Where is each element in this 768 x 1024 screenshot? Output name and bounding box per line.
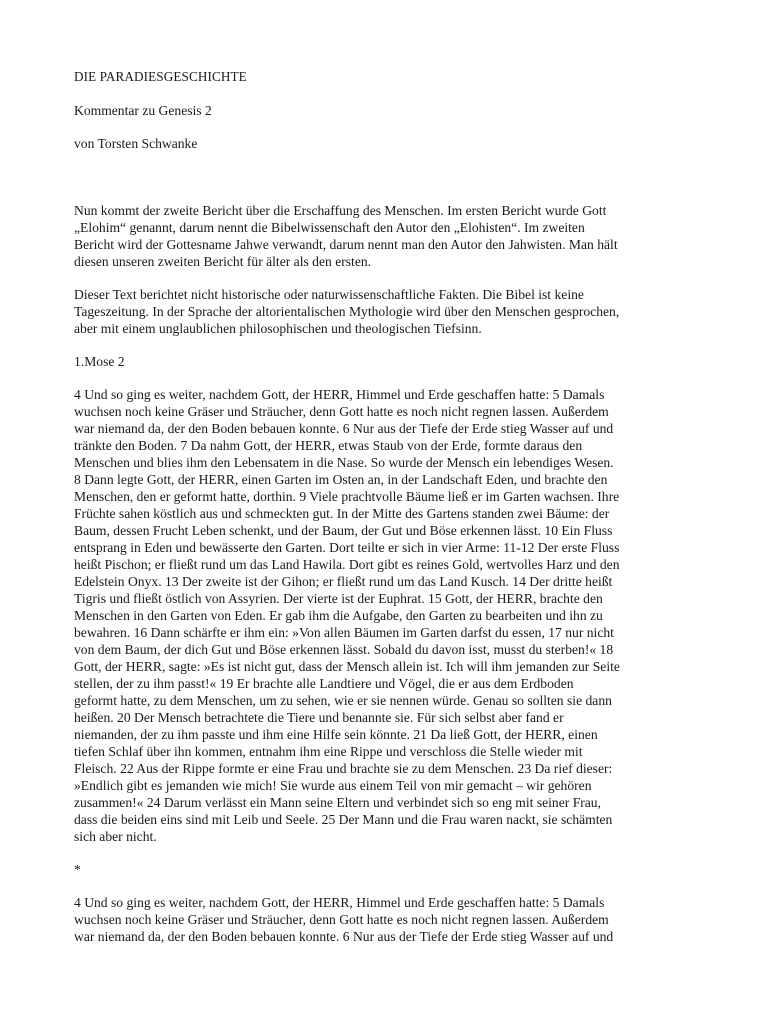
text-line: Tageszeitung. In der Sprache der altorientalischen Mythologie wird über den Menschen gesprochen, xyxy=(74,304,620,319)
document-title: DIE PARADIESGESCHICHTE xyxy=(74,69,247,84)
text-line: stellen, der zu ihm passt!« 19 Er brachte alle Landtiere und Vögel, die er aus dem Erdboden xyxy=(74,676,574,691)
text-line: 4 Und so ging es weiter, nachdem Gott, der HERR, Himmel und Erde geschaffen hatte: 5 Damals xyxy=(74,895,605,910)
text-line: 8 Dann legte Gott, der HERR, einen Garten im Osten an, in der Landschaft Eden, und brachte den xyxy=(74,472,608,487)
text-line: Fleisch. 22 Aus der Rippe formte er eine Frau und brachte sie zu dem Menschen. 23 Da rief dieser: xyxy=(74,761,613,776)
text-line: entsprang in Eden und bewässerte den Garten. Dort teilte er sich in vier Arme: 11-12 Der erste Fluss xyxy=(74,540,620,555)
text-line: war niemand da, der den Boden bebauen konnte. 6 Nur aus der Tiefe der Erde stieg Wasser auf und xyxy=(74,929,614,944)
text-line: diesen unseren zweiten Bericht für älter als den ersten. xyxy=(74,254,372,269)
document-page xyxy=(74,68,696,945)
document-subtitle: Kommentar zu Genesis 2 xyxy=(74,103,212,118)
text-line: heißt Pischon; er fließt rund um das Land Hawila. Dort gibt es reines Gold, wertvolles Harz und den xyxy=(74,557,620,572)
section-separator: * xyxy=(74,862,81,877)
text-line: Edelstein Onyx. 13 Der zweite ist der Gihon; er fließt rund um das Land Kusch. 14 Der dritte heißt xyxy=(74,574,613,589)
text-line: Dieser Text berichtet nicht historische oder naturwissenschaftliche Fakten. Die Bibel ist keine xyxy=(74,287,584,302)
text-line: Nun kommt der zweite Bericht über die Erschaffung des Menschen. Im ersten Bericht wurde Gott xyxy=(74,203,607,218)
bible-reference: 1.Mose 2 xyxy=(74,354,125,369)
text-line: tiefen Schlaf über ihn kommen, entnahm ihm eine Rippe und verschloss die Stelle wieder mit xyxy=(74,744,583,759)
bible-text-paragraph xyxy=(74,386,696,845)
text-line: Menschen und blies ihm den Lebensatem in die Nase. So wurde der Mensch ein lebendiges Wesen. xyxy=(74,455,614,470)
text-line: von dem Baum, der dich Gut und Böse erkennen lässt. Sobald du davon isst, musst du sterben!« 18 xyxy=(74,642,614,657)
text-line: »Endlich gibt es jemanden wie mich! Sie wurde aus einem Teil von mir gemacht – wir gehören xyxy=(74,778,592,793)
text-line: wuchsen noch keine Gräser und Sträucher, denn Gott hatte es noch nicht regnen lassen. Außerdem xyxy=(74,912,609,927)
bible-text-paragraph-repeat xyxy=(74,894,696,945)
text-line: heißen. 20 Der Mensch betrachtete die Tiere und benannte sie. Für sich selbst aber fand er xyxy=(74,710,564,725)
text-line: aber mit einem unglaublichen philosophischen und theologischen Tiefsinn. xyxy=(74,321,482,336)
text-line: Bericht wird der Gottesname Jahwe verwandt, darum nennt man den Autor den Jahwisten. Man hält xyxy=(74,237,618,252)
text-line: 4 Und so ging es weiter, nachdem Gott, der HERR, Himmel und Erde geschaffen hatte: 5 Damals xyxy=(74,387,605,402)
text-line: niemanden, der zu ihm passte und ihm eine Hilfe sein könnte. 21 Da ließ Gott, der HERR, einen xyxy=(74,727,598,742)
text-line: wuchsen noch keine Gräser und Sträucher, denn Gott hatte es noch nicht regnen lassen. Außerdem xyxy=(74,404,609,419)
text-line: bewahren. 16 Dann schärfte er ihm ein: »Von allen Bäumen im Garten darfst du essen, 17 nur nicht xyxy=(74,625,614,640)
text-line: Menschen in den Garten von Eden. Er gab ihm die Aufgabe, den Garten zu bearbeiten und ihn zu xyxy=(74,608,603,623)
text-line: Früchte sahen köstlich aus und schmeckten gut. In der Mitte des Gartens standen zwei Bäume: der xyxy=(74,506,610,521)
text-line: Baum, dessen Frucht Leben schenkt, und der Baum, der Gut und Böse erkennen lässt. 10 Ein Fluss xyxy=(74,523,613,538)
text-line: zusammen!« 24 Darum verlässt ein Mann seine Eltern und verbindet sich so eng mit seiner Frau, xyxy=(74,795,602,810)
text-line: geformt hatte, zu dem Menschen, um zu sehen, wie er sie nennen würde. Genau so sollten sie dann xyxy=(74,693,612,708)
text-line: sich aber nicht. xyxy=(74,829,157,844)
text-line: Menschen, den er geformt hatte, dorthin. 9 Viele prachtvolle Bäume ließ er im Garten wachsen. Ihre xyxy=(74,489,620,504)
text-line: Gott, der HERR, sagte: »Es ist nicht gut, dass der Mensch allein ist. Ich will ihm jemanden zur Seite xyxy=(74,659,620,674)
text-line: tränkte den Boden. 7 Da nahm Gott, der HERR, etwas Staub von der Erde, formte daraus den xyxy=(74,438,583,453)
text-line: dass die beiden eins sind mit Leib und Seele. 25 Der Mann und die Frau waren nackt, sie schämten xyxy=(74,812,613,827)
text-line: „Elohim“ genannt, darum nennt die Bibelwissenschaft den Autor den „Elohisten“. Im zweiten xyxy=(74,220,585,235)
intro-paragraph-1 xyxy=(74,202,696,270)
document-author: von Torsten Schwanke xyxy=(74,136,198,151)
text-line: war niemand da, der den Boden bebauen konnte. 6 Nur aus der Tiefe der Erde stieg Wasser auf und xyxy=(74,421,614,436)
text-line: Tigris und fließt östlich von Assyrien. Der vierte ist der Euphrat. 15 Gott, der HERR, brachte den xyxy=(74,591,603,606)
intro-paragraph-2 xyxy=(74,286,696,337)
